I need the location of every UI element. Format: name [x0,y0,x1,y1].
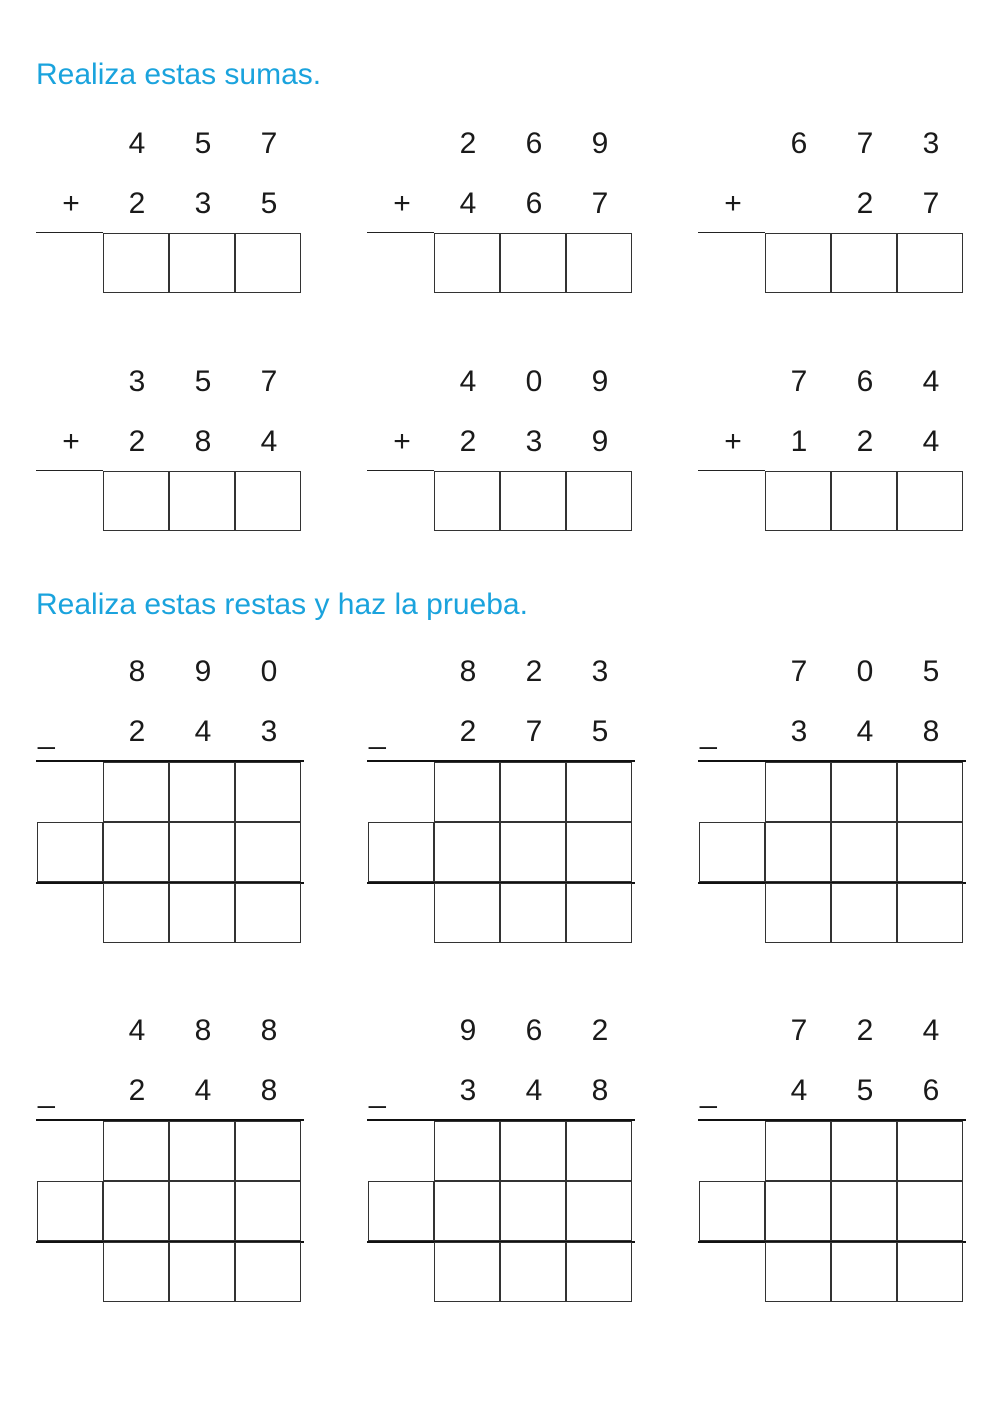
digit: 5 [260,187,278,220]
check-box[interactable] [831,1181,897,1241]
result-line [36,232,103,233]
digit: 8 [194,1014,212,1047]
check-box[interactable] [765,1181,831,1241]
digit: 8 [459,655,477,688]
check-result-box[interactable] [434,1242,500,1302]
difference-box[interactable] [765,762,831,822]
check-result-box[interactable] [897,1242,963,1302]
check-box[interactable] [831,822,897,882]
difference-box[interactable] [831,762,897,822]
answer-box[interactable] [169,233,235,293]
difference-box[interactable] [566,762,632,822]
result-line [36,470,103,471]
difference-box[interactable] [897,762,963,822]
check-result-box[interactable] [500,883,566,943]
plus-sign: + [724,187,742,220]
digit: 0 [260,655,278,688]
bottom-number [698,184,998,224]
digit: 4 [459,365,477,398]
bottom-number [36,184,336,224]
check-result-box[interactable] [765,883,831,943]
digit: 1 [790,425,808,458]
digit: 2 [856,425,874,458]
check-box[interactable] [699,1181,765,1241]
bottom-number [698,1071,998,1111]
check-result-box[interactable] [500,1242,566,1302]
digit: 8 [260,1074,278,1107]
digit: 4 [194,1074,212,1107]
answer-box[interactable] [500,233,566,293]
digit: 4 [194,715,212,748]
difference-box[interactable] [434,1121,500,1181]
bottom-number [698,712,998,752]
digit: 6 [790,127,808,160]
minus-sign: _ [700,717,717,750]
plus-sign: + [393,187,411,220]
subtractions-heading: Realiza estas restas y haz la prueba. [36,588,528,621]
check-box[interactable] [169,1181,235,1241]
digit: 4 [790,1074,808,1107]
sums-heading: Realiza estas sumas. [36,58,322,91]
difference-box[interactable] [103,1121,169,1181]
digit: 9 [194,655,212,688]
digit: 9 [459,1014,477,1047]
check-box[interactable] [235,1181,301,1241]
result-line [367,232,434,233]
digit: 3 [459,1074,477,1107]
digit: 5 [591,715,609,748]
answer-box[interactable] [566,233,632,293]
digit: 7 [591,187,609,220]
digit: 4 [922,365,940,398]
check-box[interactable] [103,1181,169,1241]
bottom-number [36,712,336,752]
digit: 2 [459,425,477,458]
check-result-box[interactable] [831,1242,897,1302]
answer-box[interactable] [765,471,831,531]
answer-box[interactable] [103,233,169,293]
plus-sign: + [62,187,80,220]
digit: 4 [525,1074,543,1107]
digit: 4 [128,127,146,160]
digit: 7 [790,655,808,688]
top-number [367,362,667,402]
digit: 4 [856,715,874,748]
bottom-number [367,1071,667,1111]
digit: 7 [790,1014,808,1047]
top-number [36,1011,336,1051]
digit: 3 [790,715,808,748]
check-result-box[interactable] [169,1242,235,1302]
check-box[interactable] [368,1181,434,1241]
plus-sign: + [393,425,411,458]
digit: 6 [525,127,543,160]
result-line [698,470,765,471]
answer-box[interactable] [500,471,566,531]
minus-sign: _ [369,717,386,750]
top-number [36,362,336,402]
check-box[interactable] [169,822,235,882]
digit: 2 [525,655,543,688]
top-number [36,124,336,164]
digit: 2 [128,715,146,748]
check-box[interactable] [500,822,566,882]
answer-box[interactable] [831,233,897,293]
difference-box[interactable] [434,762,500,822]
top-number [698,652,998,692]
bottom-number [367,712,667,752]
digit: 3 [525,425,543,458]
digit: 0 [856,655,874,688]
check-result-box[interactable] [235,883,301,943]
digit: 7 [260,127,278,160]
difference-box[interactable] [169,1121,235,1181]
answer-box[interactable] [765,233,831,293]
digit: 8 [260,1014,278,1047]
result-line [698,232,765,233]
bottom-number [367,184,667,224]
top-number [698,1011,998,1051]
answer-box[interactable] [897,233,963,293]
check-box[interactable] [500,1181,566,1241]
minus-sign: _ [369,1076,386,1109]
digit: 0 [525,365,543,398]
digit: 9 [591,425,609,458]
answer-box[interactable] [434,471,500,531]
digit: 5 [194,127,212,160]
top-number [367,1011,667,1051]
digit: 8 [128,655,146,688]
check-box[interactable] [765,822,831,882]
digit: 8 [194,425,212,458]
digit: 4 [922,425,940,458]
answer-box[interactable] [831,471,897,531]
minus-sign: _ [700,1076,717,1109]
digit: 7 [260,365,278,398]
difference-box[interactable] [235,762,301,822]
result-line [367,470,434,471]
digit: 3 [260,715,278,748]
check-result-box[interactable] [765,1242,831,1302]
plus-sign: + [724,425,742,458]
answer-box[interactable] [566,471,632,531]
bottom-number [36,1071,336,1111]
digit: 3 [591,655,609,688]
check-box[interactable] [434,822,500,882]
digit: 4 [459,187,477,220]
check-result-box[interactable] [103,883,169,943]
digit: 6 [856,365,874,398]
top-number [698,124,998,164]
digit: 2 [128,425,146,458]
answer-box[interactable] [235,471,301,531]
check-box[interactable] [235,822,301,882]
digit: 4 [260,425,278,458]
top-number [367,124,667,164]
difference-box[interactable] [566,1121,632,1181]
digit: 5 [856,1074,874,1107]
digit: 2 [459,127,477,160]
digit: 5 [194,365,212,398]
check-result-box[interactable] [831,883,897,943]
digit: 7 [856,127,874,160]
check-box[interactable] [566,822,632,882]
digit: 2 [856,1014,874,1047]
digit: 8 [591,1074,609,1107]
check-box[interactable] [566,1181,632,1241]
bottom-number [367,422,667,462]
check-box[interactable] [897,1181,963,1241]
digit: 7 [922,187,940,220]
check-result-box[interactable] [169,883,235,943]
digit: 2 [856,187,874,220]
digit: 8 [922,715,940,748]
check-box[interactable] [103,822,169,882]
top-number [367,652,667,692]
answer-box[interactable] [897,471,963,531]
check-result-box[interactable] [103,1242,169,1302]
digit: 2 [128,187,146,220]
top-number [698,362,998,402]
digit: 3 [922,127,940,160]
check-result-box[interactable] [566,883,632,943]
check-box[interactable] [37,1181,103,1241]
difference-box[interactable] [103,762,169,822]
digit: 5 [922,655,940,688]
check-box[interactable] [368,822,434,882]
digit: 7 [790,365,808,398]
difference-box[interactable] [169,762,235,822]
difference-box[interactable] [500,1121,566,1181]
digit: 6 [525,187,543,220]
digit: 6 [525,1014,543,1047]
difference-box[interactable] [500,762,566,822]
answer-box[interactable] [235,233,301,293]
digit: 4 [128,1014,146,1047]
answer-box[interactable] [103,471,169,531]
difference-box[interactable] [765,1121,831,1181]
minus-sign: _ [38,717,55,750]
plus-sign: + [62,425,80,458]
difference-box[interactable] [235,1121,301,1181]
digit: 3 [194,187,212,220]
digit: 2 [459,715,477,748]
digit: 6 [922,1074,940,1107]
check-box[interactable] [897,822,963,882]
check-result-box[interactable] [897,883,963,943]
top-number [36,652,336,692]
check-box[interactable] [434,1181,500,1241]
answer-box[interactable] [434,233,500,293]
check-box[interactable] [37,822,103,882]
difference-box[interactable] [831,1121,897,1181]
digit: 4 [922,1014,940,1047]
difference-box[interactable] [897,1121,963,1181]
minus-sign: _ [38,1076,55,1109]
digit: 9 [591,365,609,398]
answer-box[interactable] [169,471,235,531]
check-box[interactable] [699,822,765,882]
check-result-box[interactable] [566,1242,632,1302]
digit: 2 [591,1014,609,1047]
bottom-number [36,422,336,462]
check-result-box[interactable] [235,1242,301,1302]
digit: 3 [128,365,146,398]
digit: 2 [128,1074,146,1107]
digit: 9 [591,127,609,160]
bottom-number [698,422,998,462]
digit: 7 [525,715,543,748]
check-result-box[interactable] [434,883,500,943]
